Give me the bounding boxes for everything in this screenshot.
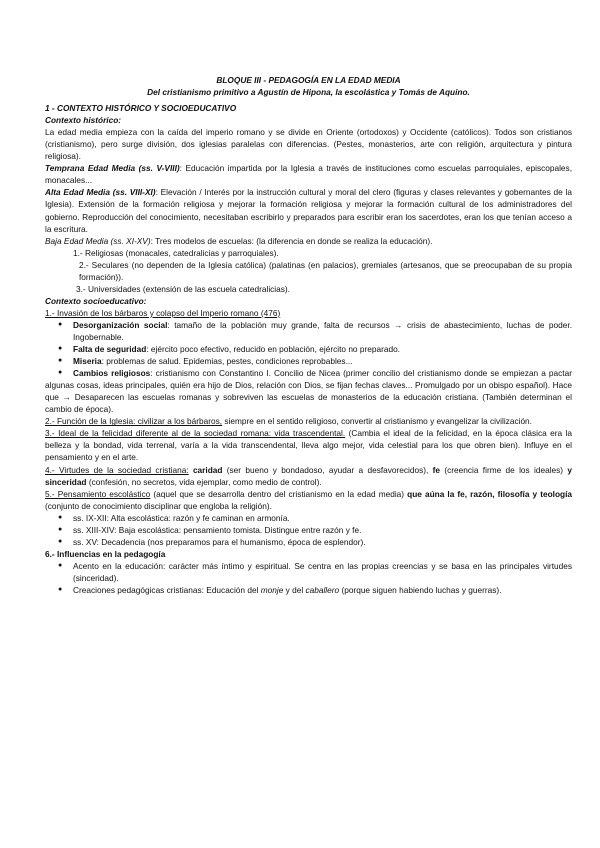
baja-label: Baja Edad Media (ss. XI-XV) [45, 235, 151, 246]
sinceridad-text: (confesión, no secretos, vida ejemplar, como medio de control). [86, 476, 322, 487]
item5-title: 5.- Pensamiento escolástico [45, 488, 151, 499]
temprana-paragraph [45, 162, 572, 186]
item3-text: (Cambia el ideal de la felicidad, en la época clásica era la belleza y la bondad, vida terrenal, varía a la vida transcendental, lleva algo mejor, vida celestial para los que obren bien). Influye en el pensamiento y en el arte. [45, 428, 572, 463]
temprana-label: Temprana Edad Media (ss. V-VIII) [45, 163, 180, 174]
bullet-label: Cambios religiosos [73, 368, 151, 379]
document-title: BLOQUE III - PEDAGOGÍA EN LA EDAD MEDIA [216, 75, 401, 85]
baja-paragraph [45, 235, 572, 247]
historico-intro: La edad media empieza con la caída del imperio romano y se divide en Oriente (ortodoxos) y Occidente (católicos). Todos son cristianos (cristianismo), pero surge división, dos iglesias paralelas con diferencias. (Pestes, monasterios, arte con religión, arquitectura y pintura religiosa). [45, 127, 572, 162]
item6-title: 6.- Influencias en la pedagogía [45, 548, 166, 559]
influencia-text: y del [283, 584, 306, 595]
bullet-label: Miseria [73, 356, 102, 367]
virtud-sinceridad: y sinceridad [45, 464, 572, 487]
alta-text: : Elevación / Interés por la instrucción cultural y moral del clero (figuras y clases relevantes y gobernantes de la Iglesia). Extensión de la formación religiosa y mejorar la formación religiosa y mejorar la formación cultural de los administradores del gobierno. Reproducción del conocimiento, necesitaban escribirlo y preparados para escribir eran los sacerdotes, eran los que tenían acceso a la escritura. [45, 187, 572, 234]
bullet-text: : cristianismo con Constantino I. Concilio de Nicea (primer concilio del cristianismo donde se empiezan a pactar algunas cosas, ideas principales, quién era hijo de Dios, relación con Dios, se fijan fechas claves... Promulgado por un obispo español). Hace que → Desaparecen las escuelas romanas y sobreviven las escuelas de monasterios de la educación cristiana. (También determinan el cambio de época). [45, 368, 572, 415]
item5-text-end: (conjunto de conocimiento disciplinar que engloba la religión). [45, 500, 272, 511]
bullet-text: : tamaño de la población muy grande, falta de recursos → crisis de abastecimiento, luchas de poder. Ingobernable. [73, 319, 573, 342]
alta-paragraph [45, 186, 572, 234]
escolastica-baja: ● ss. XIII-XIV: Baja escolástica: pensamiento tomista. Distingue entre razón y fe. [45, 524, 572, 536]
caridad-text: (ser bueno y bondadoso, ayudar a desfavorecidos), [222, 464, 433, 475]
socioeducativo-heading: Contexto socioeducativo: [45, 295, 147, 306]
item1-title: 1.- Invasión de los bárbaros y colapso del Imperio romano (476) [45, 307, 281, 318]
bullet-desorganizacion [45, 319, 572, 343]
bullet-miseria [45, 355, 572, 367]
item5-bold: que aúna la fe, razón, filosofía y teología [407, 488, 573, 499]
bullet-seguridad [45, 343, 572, 355]
item2-title: 2.- Función de la Iglesia: civilizar a los bárbaros, [45, 416, 223, 427]
historico-heading: Contexto histórico: [45, 115, 122, 126]
alta-label: Alta Edad Media (ss. VIII-XI) [45, 187, 156, 198]
bullet-text: : ejército poco efectivo, reducido en población, ejército no preparado. [146, 344, 400, 355]
item2-paragraph [45, 415, 572, 427]
bullet-dot: ● [58, 369, 63, 377]
virtud-caridad: caridad [192, 464, 223, 475]
influencia-creaciones [45, 584, 572, 596]
bullet-label: Falta de seguridad [73, 344, 147, 355]
influencia-monje: monje [260, 584, 284, 595]
escolastica-decadencia: ● ss. XV: Decadencia (nos preparamos para el humanismo, época de esplendor). [45, 536, 572, 548]
item5-paragraph [45, 488, 572, 512]
modelo-religiosas: 1.- Religiosas (monacales, catedralicias y parroquiales). [73, 247, 279, 258]
bullet-text: : problemas de salud. Epidemias, pestes, condiciones reprobables... [101, 356, 353, 367]
influencia-caballero: caballero [305, 584, 340, 595]
document-page [45, 74, 572, 596]
item4-title: 4.- Virtudes de la sociedad cristiana: [45, 464, 189, 475]
influencia-text: Creaciones pedagógicas cristianas: Educación del [73, 584, 261, 595]
item2-text: siempre en el sentido religioso, convertir al cristianismo y evangelizar la civilización. [222, 416, 532, 427]
fe-text: (creencia firme de los ideales) [440, 464, 568, 475]
item5-text: (aquel que se desarrolla dentro del cristianismo en la edad media) [150, 488, 408, 499]
item3-paragraph [45, 427, 572, 463]
virtud-fe: fe [432, 464, 441, 475]
modelo-seculares: 2.- Seculares (no dependen de la Iglesia católica) (palatinas (en palacios), gremiales (artesanos, que se preocupaban de su propia formación)). [79, 259, 572, 282]
influencia-acento: ● Acento en la educación: carácter más íntimo y espiritual. Se centra en las propias creencias y se basa en las principales virtudes (sinceridad). [45, 560, 572, 584]
escolastica-alta: ● ss. IX-XII: Alta escolástica: razón y fe caminan en armonía. [45, 512, 572, 524]
section-heading: 1 - CONTEXTO HISTÓRICO Y SOCIOEDUCATIVO [45, 103, 237, 114]
bullet-cambios [45, 367, 572, 415]
temprana-text: : Educación impartida por la Iglesia a través de instituciones como escuelas parroquiales, episcopales, monacales... [45, 163, 572, 186]
bullet-label: Desorganización social [73, 319, 168, 330]
document-subtitle: Del cristianismo primitivo a Agustín de Hipona, la escolástica y Tomás de Aquino. [147, 87, 470, 98]
influencia-text: (porque siguen habiendo luchas y guerras). [339, 584, 502, 595]
baja-text: : Tres modelos de escuelas: (la diferencia en donde se realiza la educación). [150, 235, 433, 246]
item4-paragraph [45, 464, 572, 488]
modelo-universidades: 3.- Universidades (extensión de las escuela catedralicias). [76, 283, 290, 294]
item3-title: 3.- Ideal de la felicidad diferente al de la sociedad romana: vida trascendental. [45, 428, 346, 439]
